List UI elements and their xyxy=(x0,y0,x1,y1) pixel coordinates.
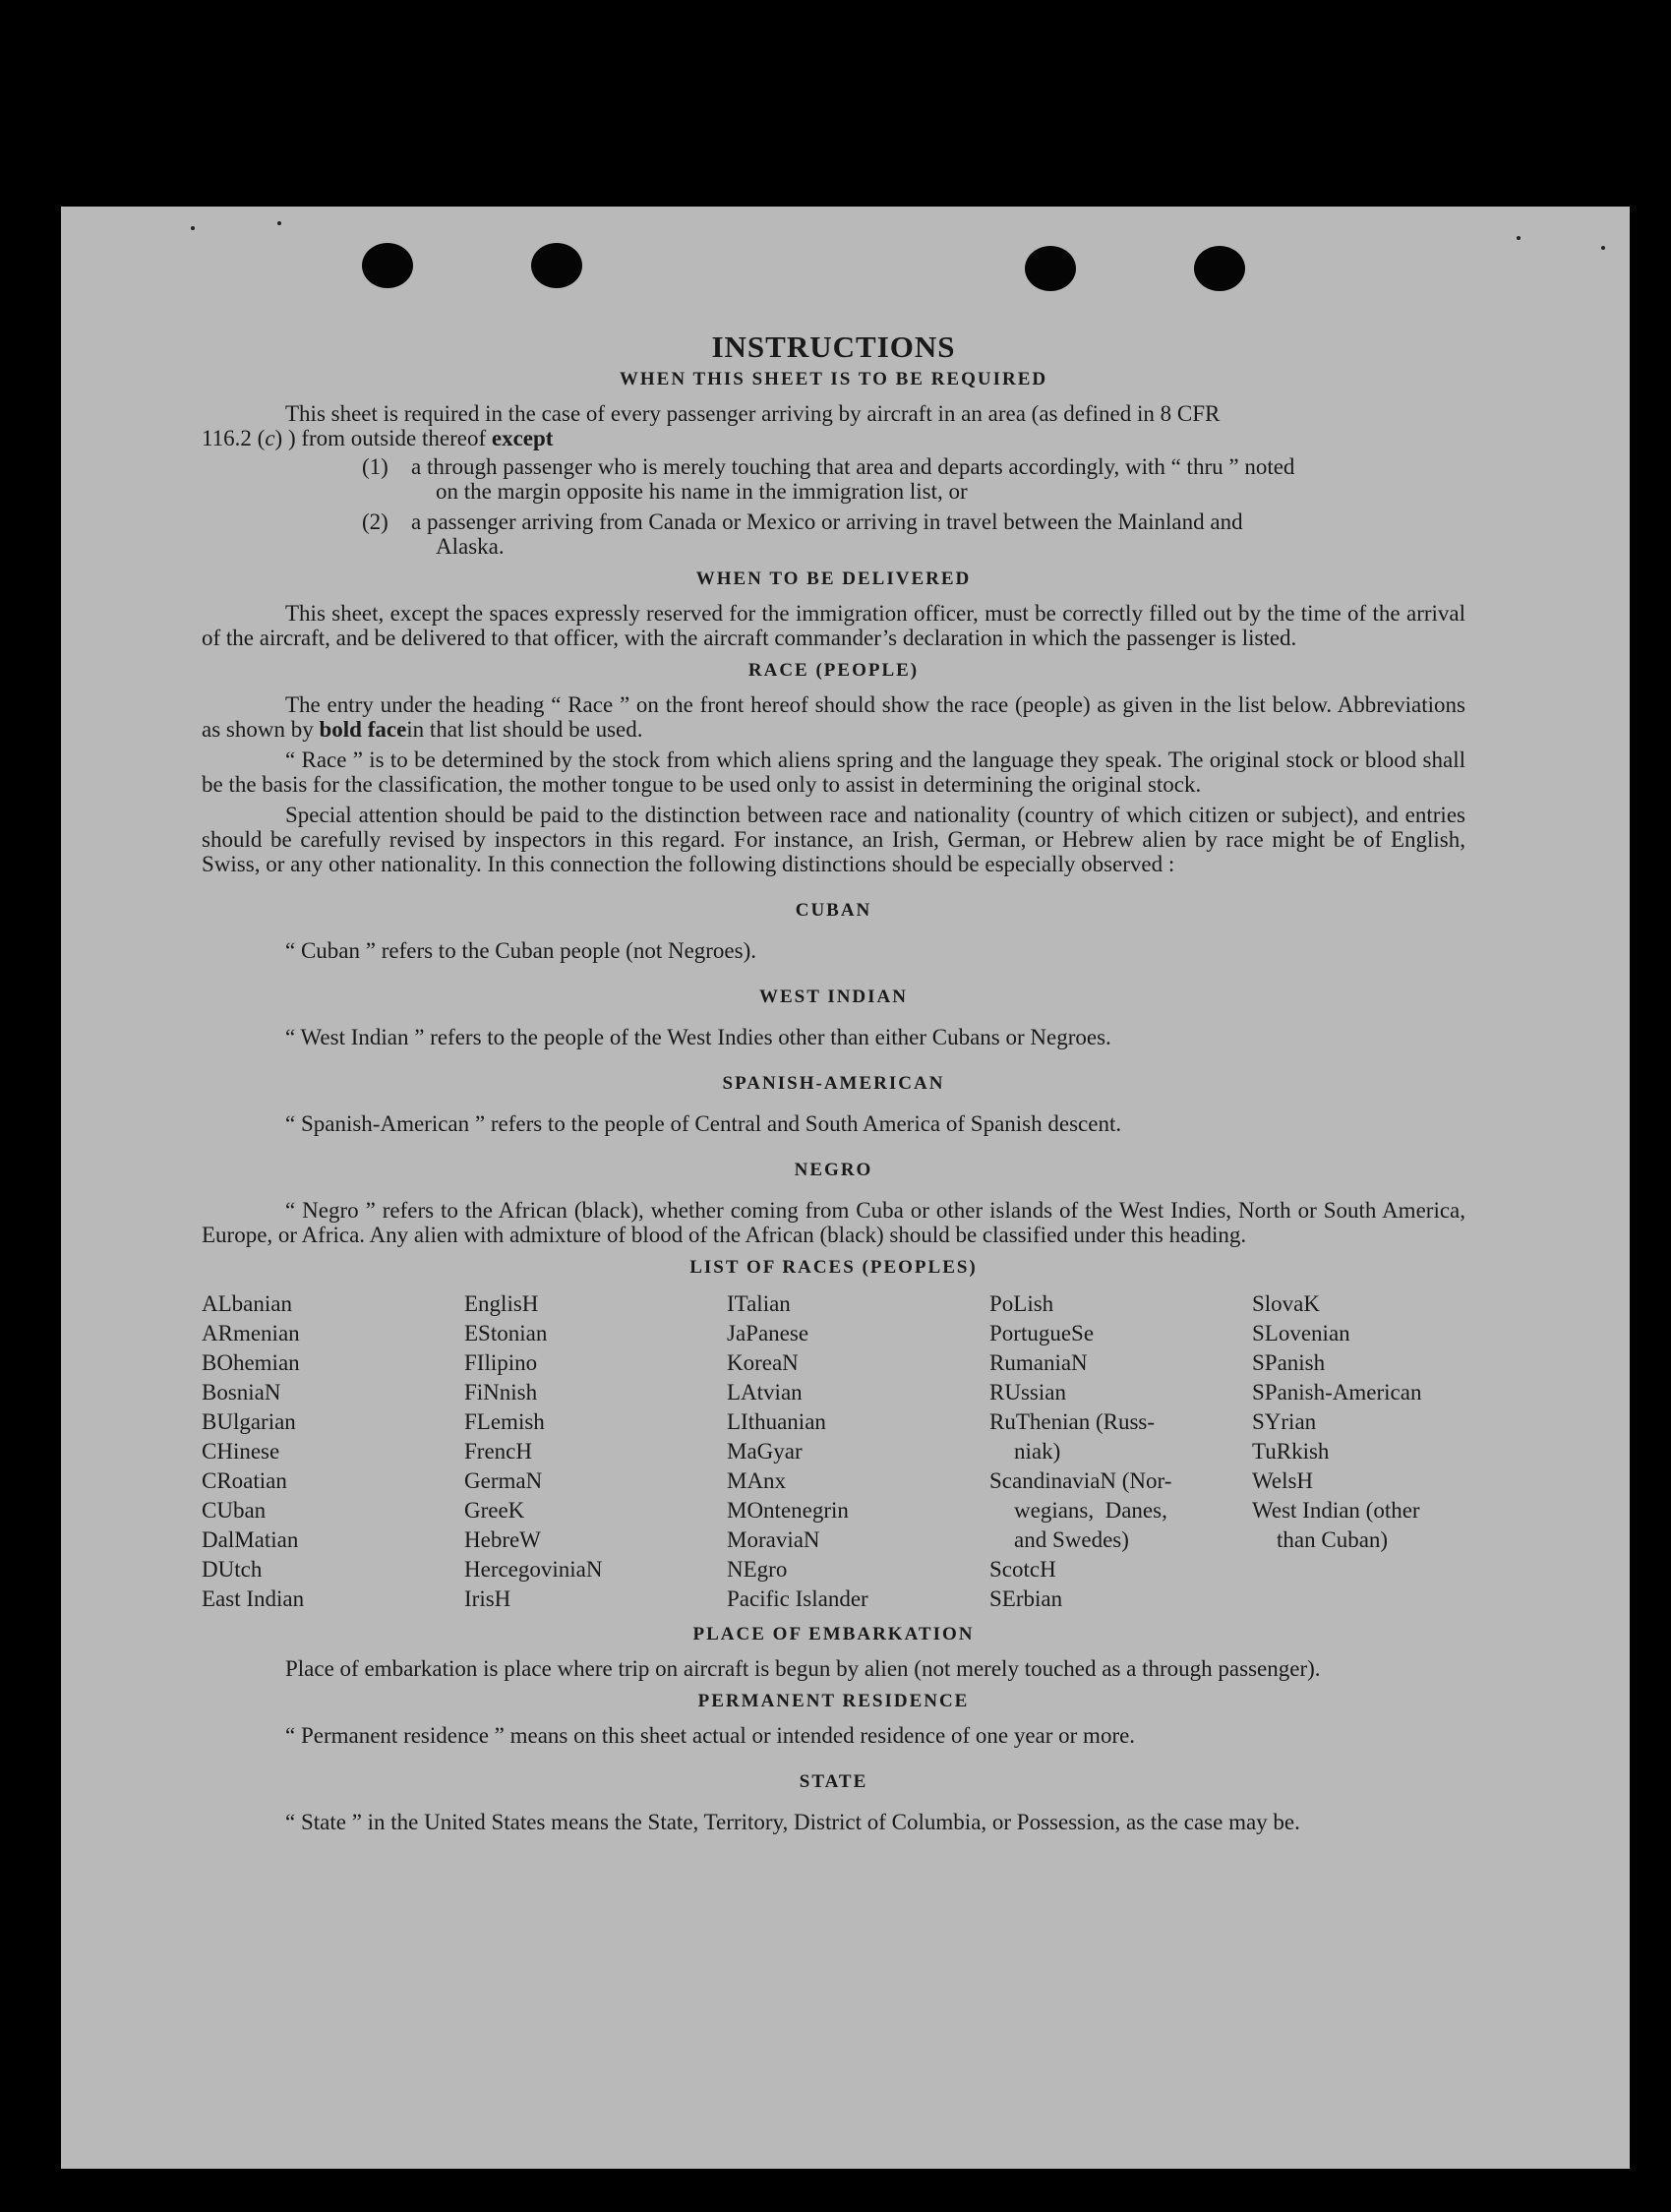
section-heading-race: RACE (PEOPLE) xyxy=(747,660,920,681)
speck xyxy=(277,221,281,225)
section-heading-spanish-american: SPANISH-AMERICAN xyxy=(722,1073,945,1094)
race-entry: East Indian xyxy=(202,1586,305,1611)
race-entry: NEgro xyxy=(727,1557,788,1582)
race-entry: CHinese xyxy=(202,1439,280,1464)
page-title: INSTRUCTIONS xyxy=(711,329,956,364)
race-paragraph-1: The entry under the heading “ Race ” on the front hereof should show the race (people) as given in the list below. Abbreviations as shown by bold facein that list should be used. xyxy=(202,692,1465,742)
races-column xyxy=(464,1289,727,1614)
speck xyxy=(1601,246,1605,250)
exception-item: (2) a passenger arriving from Canada or Mexico or arriving in travel between the Mainland and Alaska. xyxy=(362,509,1243,559)
section-heading-state: STATE xyxy=(799,1771,868,1792)
race-entry: MOntenegrin xyxy=(727,1498,849,1523)
race-entry: ALbanian xyxy=(202,1291,292,1316)
race-entry: FLemish xyxy=(464,1409,545,1434)
race-entry: FIlipino xyxy=(464,1350,538,1375)
spanish-american-text: “ Spanish-American ” refers to the people of Central and South America of Spanish descent. xyxy=(285,1111,1122,1136)
section-heading-cuban: CUBAN xyxy=(795,900,872,921)
race-entry: FiNnish xyxy=(464,1380,538,1405)
section-heading-negro: NEGRO xyxy=(794,1160,873,1180)
race-entry: LIthuanian xyxy=(727,1409,826,1434)
race-entry: BOhemian xyxy=(202,1350,300,1375)
negro-text: “ Negro ” refers to the African (black), whether coming from Cuba or other islands of the West Indies, North or South America, Europe, or Africa. Any alien with admixture of blood of the African (black) should be classified under this heading. xyxy=(202,1198,1465,1247)
race-entry: MoraviaN xyxy=(727,1527,820,1552)
races-list xyxy=(202,1289,1465,1614)
race-entry: ARmenian xyxy=(202,1321,300,1345)
race-paragraph-2: “ Race ” is to be determined by the stock from which aliens spring and the language they speak. The original stock or blood shall be the basis for the classification, the mother tongue to be used only to assist in determining the original stock. xyxy=(202,747,1465,797)
race-entry: CUban xyxy=(202,1498,267,1523)
required-intro: This sheet is required in the case of every passenger arriving by aircraft in an area (as defined in 8 CFR xyxy=(285,401,1221,426)
race-entry: EStonian xyxy=(464,1321,548,1345)
race-entry: DUtch xyxy=(202,1557,263,1582)
races-column xyxy=(727,1289,989,1614)
race-entry: PoLish xyxy=(989,1291,1054,1316)
race-entry: JaPanese xyxy=(727,1321,809,1345)
race-entry: SLovenian xyxy=(1252,1321,1350,1345)
race-entry: FrencH xyxy=(464,1439,532,1464)
section-heading-west-indian: WEST INDIAN xyxy=(759,986,908,1007)
race-entry: BosniaN xyxy=(202,1380,281,1405)
race-entry: SlovaK xyxy=(1252,1291,1320,1316)
west-indian-text: “ West Indian ” refers to the people of the West Indies other than either Cubans or Negroes. xyxy=(285,1025,1111,1049)
race-entry: ScandinaviaN (Nor- xyxy=(989,1468,1172,1493)
delivered-text: This sheet, except the spaces expressly reserved for the immigration officer, must be correctly filled out by the time of the arrival of the aircraft, and be delivered to that officer, with the aircraft commander’s declaration in which the passenger is listed. xyxy=(202,601,1465,650)
race-entry: than Cuban) xyxy=(1277,1527,1389,1552)
required-intro-line2: 116.2 (c) ) from outside thereof except xyxy=(202,426,554,450)
race-entry: RumaniaN xyxy=(989,1350,1088,1375)
race-entry: GreeK xyxy=(464,1498,525,1523)
races-column xyxy=(202,1289,464,1614)
race-entry: niak) xyxy=(1014,1439,1061,1464)
punch-hole xyxy=(1025,246,1076,291)
punch-hole xyxy=(1194,246,1245,291)
race-entry: RUssian xyxy=(989,1380,1066,1405)
section-heading-residence: PERMANENT RESIDENCE xyxy=(697,1691,970,1711)
section-heading-delivered: WHEN TO BE DELIVERED xyxy=(695,568,972,589)
race-paragraph-3: Special attention should be paid to the distinction between race and nationality (country of which citizen or subject), and entries should be carefully revised by inspectors in this regard. For instance, an Irish, German, or Hebrew alien by race might be of English, Swiss, or any other nationality. In this connection the following distinctions should be especially observed : xyxy=(202,803,1465,876)
state-text: “ State ” in the United States means the State, Territory, District of Columbia, or Possession, as the case may be. xyxy=(285,1810,1300,1834)
race-entry: MaGyar xyxy=(727,1439,803,1464)
race-entry: SErbian xyxy=(989,1586,1063,1611)
punch-hole xyxy=(362,243,413,288)
section-heading-required: WHEN THIS SHEET IS TO BE REQUIRED xyxy=(619,369,1048,389)
race-entry: IrisH xyxy=(464,1586,511,1611)
section-heading-list-of-races: LIST OF RACES (PEOPLES) xyxy=(689,1257,978,1278)
races-column xyxy=(1252,1289,1465,1614)
punch-hole xyxy=(531,243,582,288)
race-entry: TuRkish xyxy=(1252,1439,1330,1464)
residence-text: “ Permanent residence ” means on this sheet actual or intended residence of one year or more. xyxy=(285,1723,1136,1748)
race-entry: CRoatian xyxy=(202,1468,287,1493)
race-entry: SPanish-American xyxy=(1252,1380,1422,1405)
speck xyxy=(191,226,195,230)
race-entry: HercegoviniaN xyxy=(464,1557,603,1582)
race-entry: GermaN xyxy=(464,1468,543,1493)
races-column xyxy=(989,1289,1252,1614)
embarkation-text: Place of embarkation is place where trip on aircraft is begun by alien (not merely touched as a through passenger). xyxy=(285,1656,1321,1681)
race-entry: BUlgarian xyxy=(202,1409,296,1434)
race-entry: DalMatian xyxy=(202,1527,299,1552)
race-entry: PortugueSe xyxy=(989,1321,1095,1345)
cuban-text: “ Cuban ” refers to the Cuban people (not Negroes). xyxy=(285,938,757,963)
race-entry: and Swedes) xyxy=(1014,1527,1129,1552)
race-entry: Pacific Islander xyxy=(727,1586,868,1611)
race-entry: wegians, Danes, xyxy=(1014,1498,1167,1523)
race-entry: KoreaN xyxy=(727,1350,799,1375)
speck xyxy=(1517,236,1521,240)
race-entry: SPanish xyxy=(1252,1350,1326,1375)
document-content xyxy=(202,329,1465,1840)
race-entry: ITalian xyxy=(727,1291,791,1316)
race-entry: MAnx xyxy=(727,1468,787,1493)
race-entry: SYrian xyxy=(1252,1409,1317,1434)
race-entry: West Indian (other xyxy=(1252,1498,1420,1523)
race-entry: EnglisH xyxy=(464,1291,539,1316)
race-entry: WelsH xyxy=(1252,1468,1314,1493)
race-entry: RuThenian (Russ- xyxy=(989,1409,1156,1434)
exception-item: (1) a through passenger who is merely touching that area and departs accordingly, with “ thru ” noted on the margin opposite his name in the immigration list, or xyxy=(362,454,1295,504)
race-entry: ScotcH xyxy=(989,1557,1056,1582)
race-entry: LAtvian xyxy=(727,1380,803,1405)
section-heading-embarkation: PLACE OF EMBARKATION xyxy=(692,1624,975,1644)
race-entry: HebreW xyxy=(464,1527,541,1552)
